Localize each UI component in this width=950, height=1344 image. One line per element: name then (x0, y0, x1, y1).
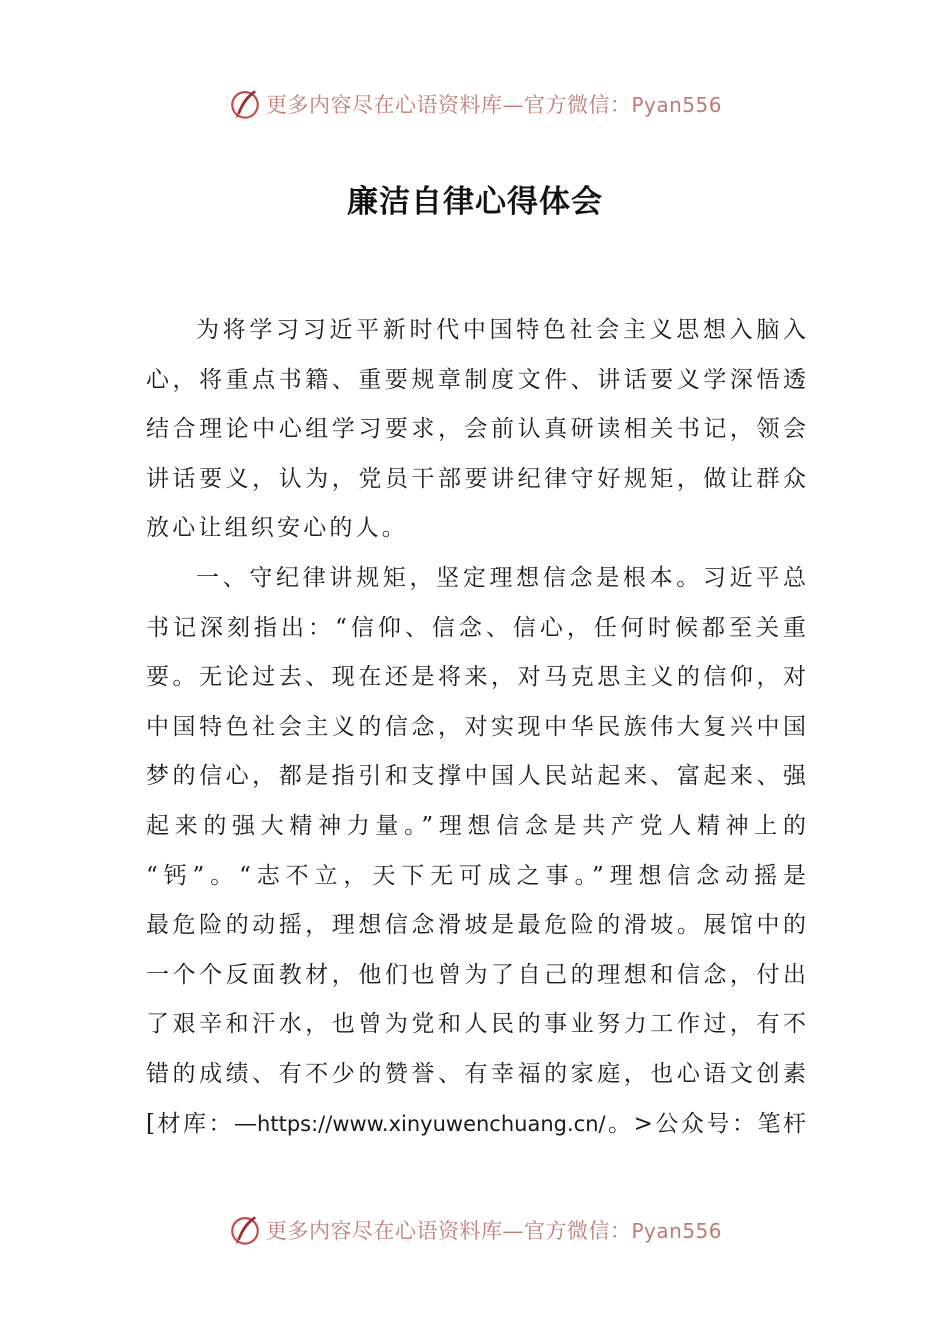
text-line: 结合理论中心组学习要求，会前认真研读相关书记，领会 (146, 416, 806, 443)
text-line: 讲话要义，认为，党员干部要讲纪律守好规矩，做让群众 (146, 465, 806, 492)
text-line: 了艰辛和汗水，也曾为党和人民的事业努力工作过，有不 (146, 1011, 806, 1038)
banner-wechat-id: Pyan556 (631, 93, 722, 117)
banner-text (266, 89, 722, 119)
quill-pen-logo-icon (228, 1213, 262, 1247)
document-title: 廉洁自律心得体会 (347, 184, 603, 220)
text-line: 错的成绩、有不少的赞誉、有幸福的家庭，也心语文创素 (146, 1060, 806, 1087)
footer-watermark-banner (0, 1210, 950, 1250)
text-line: 起来的强大精神力量。”理想信念是共产党人精神上的 (146, 812, 806, 839)
banner-label: 更多内容尽在心语资料库—官方微信： (265, 1219, 632, 1243)
text-line: 放心让组织安心的人。 (146, 515, 408, 542)
banner-text (266, 1215, 722, 1245)
text-line: 一、守纪律讲规矩，坚定理想信念是根本。习近平总 (196, 564, 806, 591)
banner-label: 更多内容尽在心语资料库—官方微信： (265, 93, 632, 117)
text-line: 为将学习习近平新时代中国特色社会主义思想入脑入 (196, 317, 806, 343)
text-line: 要。无论过去、现在还是将来，对马克思主义的信仰，对 (146, 664, 806, 691)
text-line: 书记深刻指出：“信仰、信念、信心，任何时候都至关重 (146, 614, 806, 641)
text-line: 最危险的动摇，理想信念滑坡是最危险的滑坡。展馆中的 (146, 912, 806, 939)
text-line: 中国特色社会主义的信念，对实现中华民族伟大复兴中国 (146, 713, 806, 740)
text-line: 梦的信心，都是指引和支撑中国人民站起来、富起来、强 (146, 763, 806, 790)
banner-wechat-id: Pyan556 (631, 1219, 722, 1243)
text-line: 一个个反面教材，他们也曾为了自己的理想和信念，付出 (146, 961, 806, 988)
header-watermark-banner (0, 84, 950, 124)
text-line: 心，将重点书籍、重要规章制度文件、讲话要义学深悟透 (146, 366, 806, 393)
document-body (146, 306, 806, 1149)
text-line-with-url (146, 1100, 806, 1150)
line-suffix: 。>公众号：笔杆 (605, 1110, 806, 1137)
line-prefix: [材库：— (146, 1110, 258, 1137)
quill-pen-logo-icon (228, 87, 262, 121)
text-line: “钙”。“志不立，天下无可成之事。”理想信念动摇是 (146, 862, 806, 889)
url-link[interactable]: https://www.xinyuwenchuang.cn/ (257, 1111, 606, 1136)
